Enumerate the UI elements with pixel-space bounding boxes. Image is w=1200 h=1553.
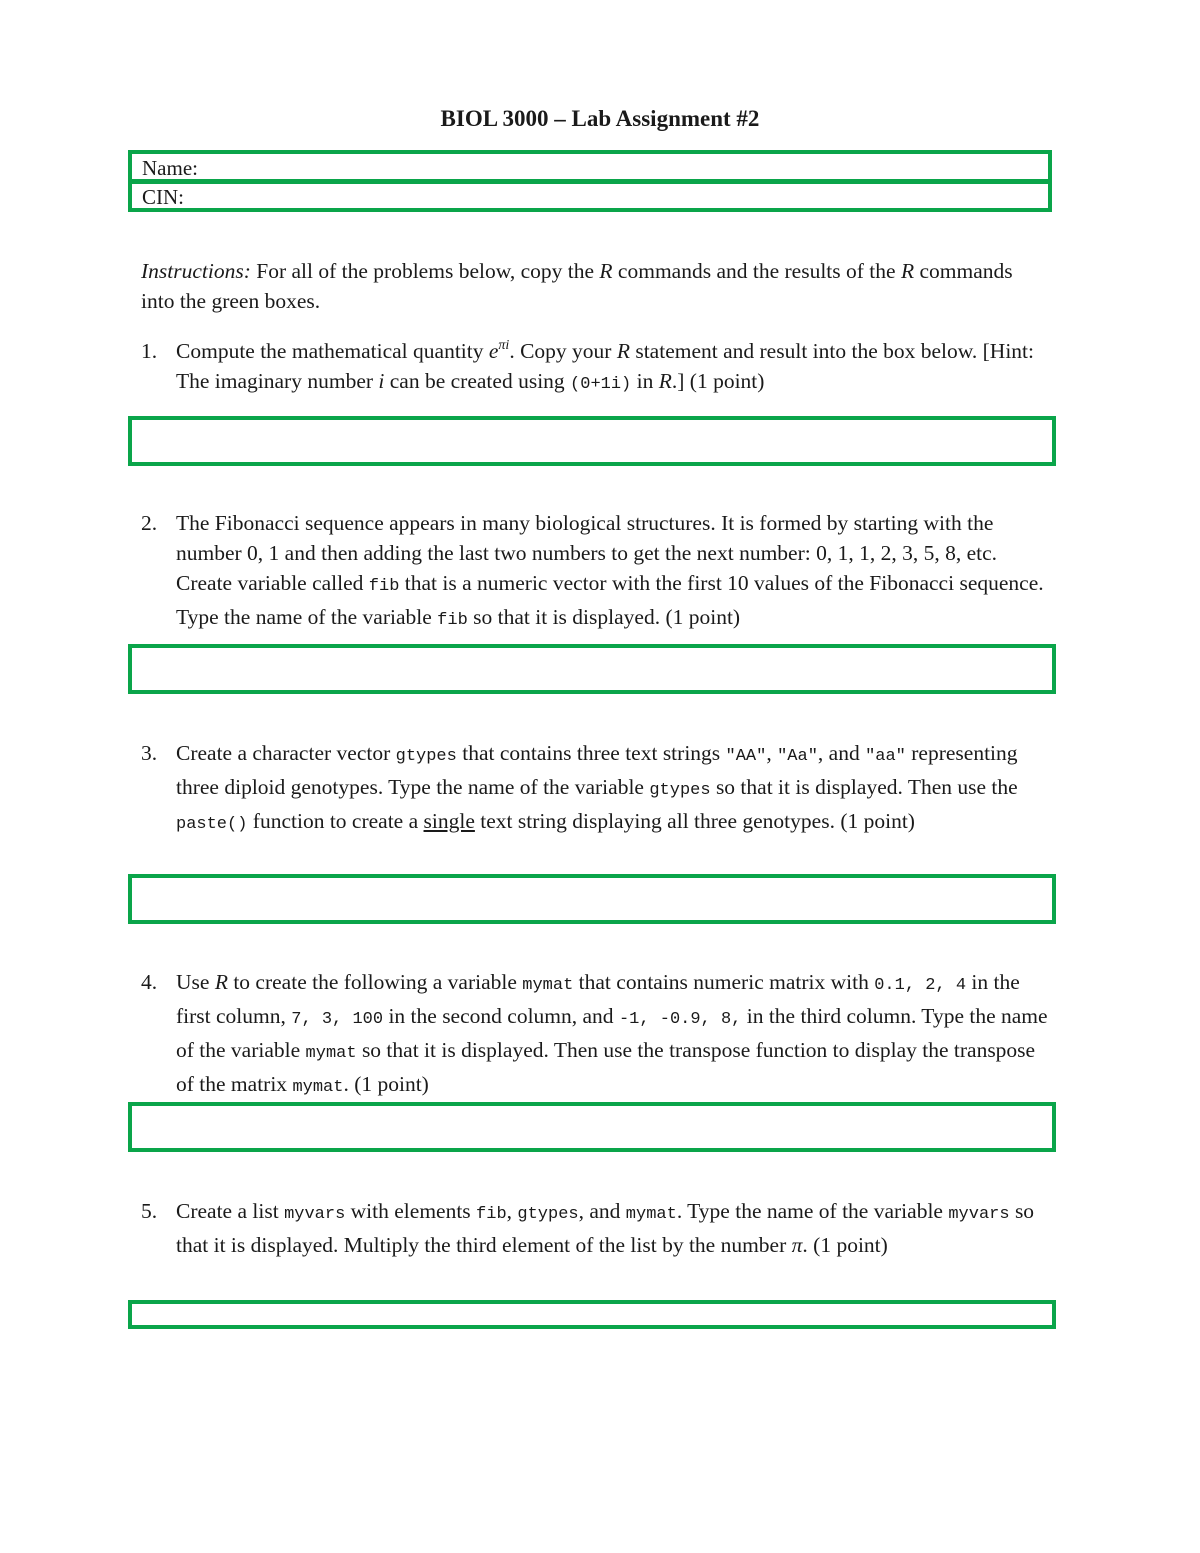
cin-label: CIN: — [142, 185, 184, 209]
question-1 — [141, 336, 1051, 400]
answer-box-5[interactable] — [128, 1300, 1056, 1329]
question-number: 4. — [141, 970, 158, 994]
answer-box-4[interactable] — [128, 1102, 1056, 1152]
question-3 — [141, 738, 1051, 840]
answer-box-1[interactable] — [128, 416, 1056, 466]
question-number: 2. — [141, 511, 158, 535]
question-number: 5. — [141, 1199, 158, 1223]
question-text: The Fibonacci sequence appears in many biological structures. It is formed by starting with the number 0, 1 and then adding the last two numbers to get the next number: 0, 1, 1, 2, 3, 5, 8, etc. Create variable called fib that is a numeric vector with the first 10 values of the Fibonacci sequence. Type the name of the variable fib so that it is displayed. (1 point) — [176, 511, 1044, 630]
question-text: Compute the mathematical quantity $e^{\pi i}$. Copy your R statement and result into the box below. [Hint: The imaginary number i can be created using (0+1i) in R.] (1 point) — [176, 338, 1035, 394]
question-4 — [141, 967, 1051, 1103]
question-text: Use R to create the following a variable mymat that contains numeric matrix with 0.1, 2, 4 in the first column, 7, 3, 100 in the second column, and -1, -0.9, 8, in the third column. Type the name of the variable mymat so that it is displayed. Then use the transpose function to display the transpose of the matrix mymat. (1 point) — [176, 970, 1048, 1097]
name-label: Name: — [142, 156, 198, 180]
page-title: BIOL 3000 – Lab Assignment #2 — [440, 106, 760, 131]
question-text: Create a character vector gtypes that contains three text strings "AA", "Aa", and "aa" representing three diploid genotypes. Type the name of the variable gtypes so that it is displayed. Then use the paste() function to create a single text string displaying all three genotypes. (1 point) — [176, 741, 1018, 834]
question-2 — [141, 508, 1051, 636]
instructions-label: Instructions: — [141, 259, 251, 283]
instructions: Instructions: For all of the problems below, copy the R commands and the results of the R commands into the green boxes. — [141, 259, 1013, 313]
question-5 — [141, 1196, 1051, 1260]
answer-box-3[interactable] — [128, 874, 1056, 924]
question-number: 3. — [141, 741, 158, 765]
name-field[interactable] — [128, 150, 1052, 183]
question-number: 1. — [141, 339, 158, 363]
question-text: Create a list myvars with elements fib, gtypes, and mymat. Type the name of the variable myvars so that it is displayed. Multiply the third element of the list by the number π. (1 point) — [176, 1199, 1035, 1257]
cin-field[interactable] — [128, 180, 1052, 212]
answer-box-2[interactable] — [128, 644, 1056, 694]
